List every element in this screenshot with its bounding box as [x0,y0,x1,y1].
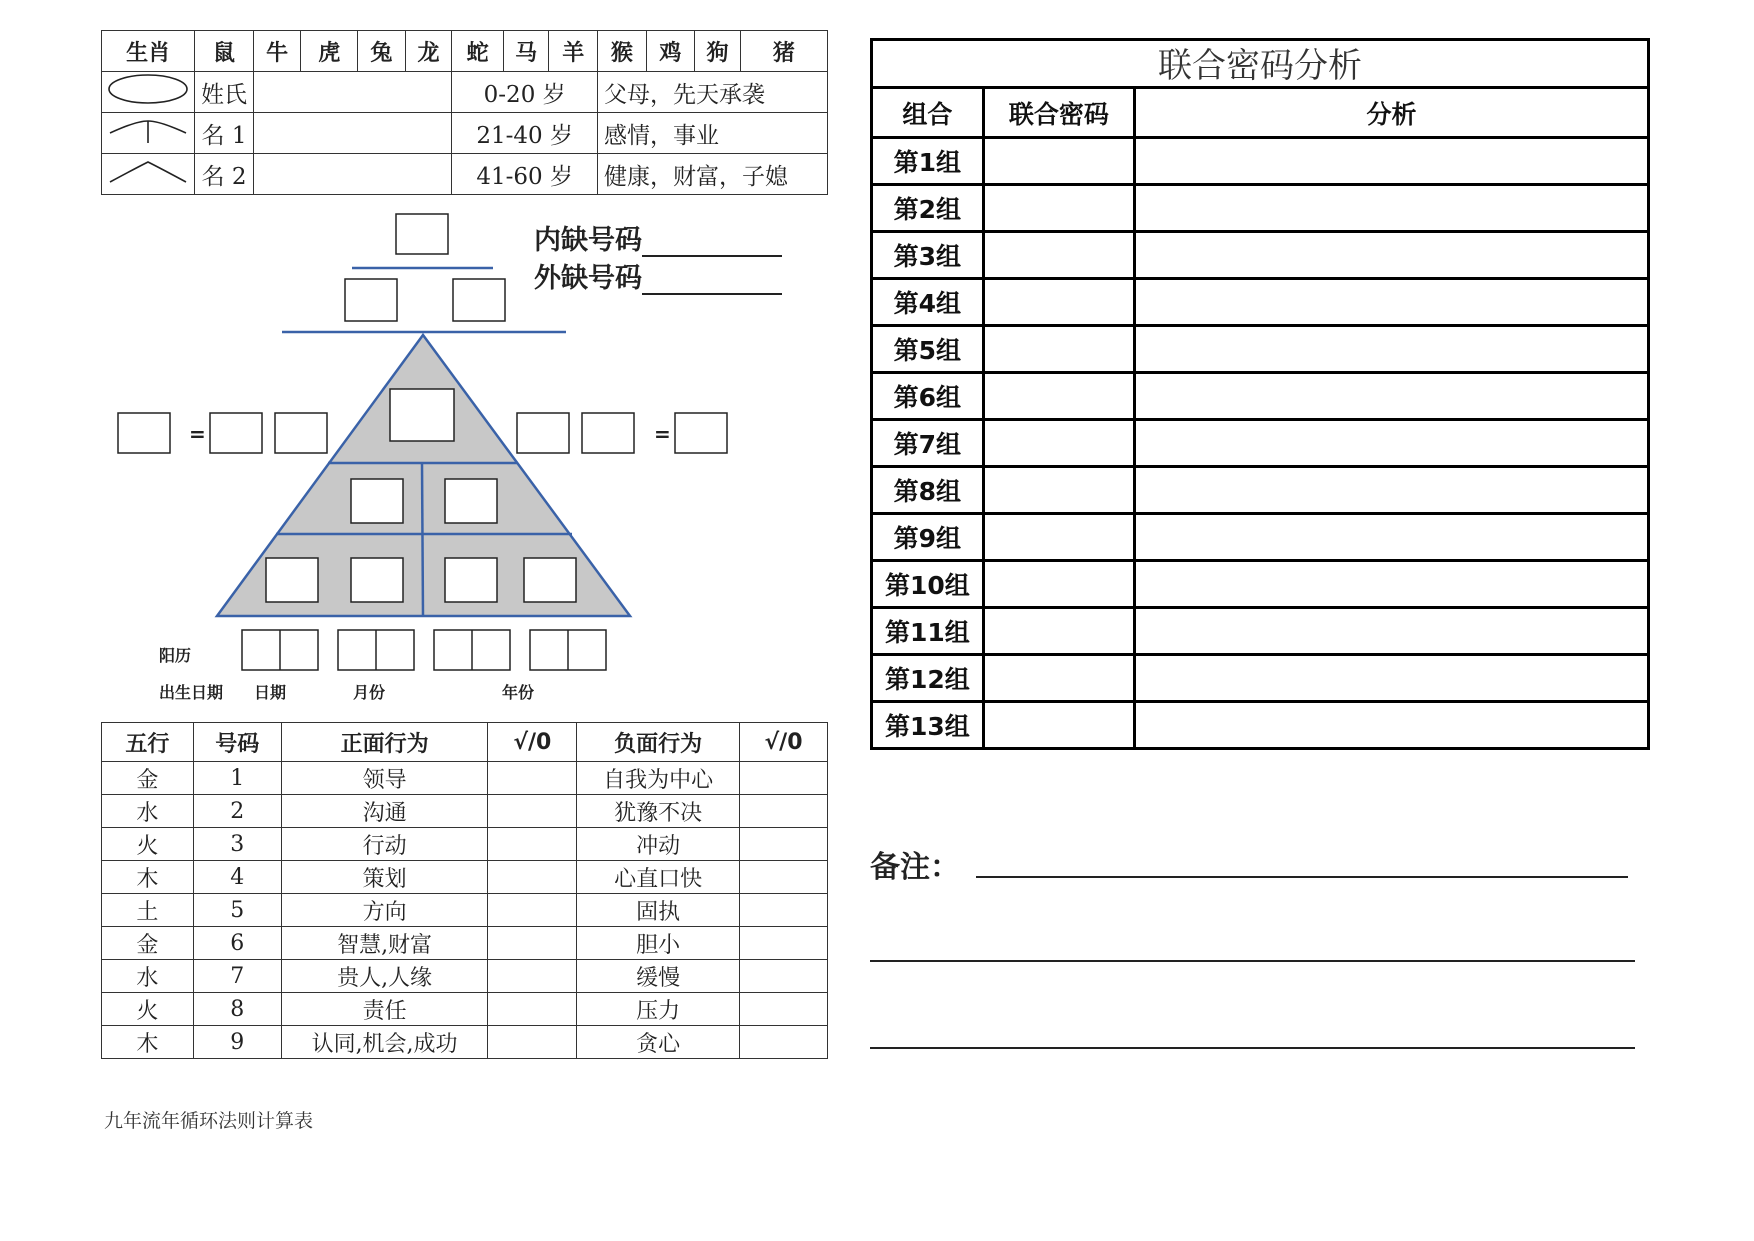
year-label: 年份 [502,683,535,702]
notes-line[interactable] [870,960,1635,962]
analysis-cell[interactable] [1135,138,1649,185]
negative-check[interactable] [740,993,828,1026]
zodiac-row [102,72,828,113]
element-cell: 火 [102,828,194,861]
analysis-cell[interactable] [1135,514,1649,561]
negative-check[interactable] [740,960,828,993]
combo-code-cell[interactable] [983,326,1134,373]
positive-check[interactable] [488,828,577,861]
combo-row [872,702,1649,749]
positive-behavior: 领导 [281,762,488,795]
age-meaning: 感情，事业 [598,113,828,154]
combo-code-cell[interactable] [983,138,1134,185]
equals-sign: = [189,422,206,446]
positive-check[interactable] [488,894,577,927]
wuxing-header-cell: 五行 [102,723,194,762]
combo-body [872,138,1649,749]
zodiac-header-cell: 蛇 [452,31,504,72]
combo-row [872,326,1649,373]
blank-cell[interactable] [253,72,451,113]
combo-code-cell[interactable] [983,420,1134,467]
combo-table [870,86,1650,750]
element-cell: 金 [102,762,194,795]
age-range: 0-20 岁 [452,72,598,113]
blank-cell[interactable] [253,154,451,195]
notes-line[interactable] [870,1047,1635,1049]
combo-row [872,279,1649,326]
number-cell: 3 [193,828,281,861]
notes-row [870,842,960,886]
number-cell: 2 [193,795,281,828]
zodiac-header-cell: 兔 [358,31,406,72]
element-cell: 金 [102,927,194,960]
combo-title: 联合密码分析 [870,38,1650,89]
positive-check[interactable] [488,795,577,828]
wuxing-row [102,828,828,861]
zodiac-header-cell: 猴 [598,31,647,72]
zodiac-header-cell: 狗 [695,31,741,72]
positive-behavior: 沟通 [281,795,488,828]
wuxing-row [102,960,828,993]
positive-check[interactable] [488,960,577,993]
element-cell: 火 [102,993,194,1026]
combo-row [872,655,1649,702]
combo-header-cell: 组合 [872,88,984,138]
negative-check[interactable] [740,1026,828,1059]
analysis-cell[interactable] [1135,655,1649,702]
pyramid-box[interactable] [266,558,318,602]
element-cell: 水 [102,795,194,828]
positive-behavior: 方向 [281,894,488,927]
zodiac-table [101,30,828,195]
positive-behavior: 贵人,人缘 [281,960,488,993]
ellipse-symbol-icon [102,72,195,113]
number-cell: 8 [193,993,281,1026]
combo-code-cell[interactable] [983,514,1134,561]
positive-behavior: 策划 [281,861,488,894]
group-label: 第13组 [872,702,984,749]
group-label: 第10组 [872,561,984,608]
positive-check[interactable] [488,861,577,894]
inner-missing-label: 内缺号码 [534,225,642,256]
zodiac-header-cell: 鼠 [195,31,254,72]
pyramid-box[interactable] [445,479,497,523]
outer-missing-label: 外缺号码 [534,263,642,294]
zodiac-header-cell: 猪 [740,31,827,72]
number-cell: 5 [193,894,281,927]
wuxing-body [102,762,828,1059]
zodiac-header-cell: 马 [503,31,549,72]
combo-code-cell[interactable] [983,279,1134,326]
wuxing-header-cell: √/0 [488,723,577,762]
combo-row [872,514,1649,561]
age-meaning: 父母，先天承袭 [598,72,828,113]
negative-behavior: 心直口快 [577,861,740,894]
age-meaning: 健康，财富，子媳 [598,154,828,195]
apex-box[interactable] [396,214,448,254]
pyramid-center-line [422,463,423,616]
negative-behavior: 固执 [577,894,740,927]
analysis-cell[interactable] [1135,232,1649,279]
notes-line[interactable] [976,876,1628,878]
right-side-box[interactable] [517,413,569,453]
inner-missing-row [534,218,782,257]
positive-behavior: 智慧,财富 [281,927,488,960]
negative-check[interactable] [740,894,828,927]
zodiac-header-cell: 鸡 [646,31,695,72]
number-cell: 4 [193,861,281,894]
combo-code-cell[interactable] [983,655,1134,702]
combo-header-row [872,88,1649,138]
right-side-box[interactable] [582,413,634,453]
month-label: 月份 [353,683,386,702]
positive-check[interactable] [488,993,577,1026]
day-label: 日期 [254,683,287,702]
combo-row [872,373,1649,420]
group-label: 第2组 [872,185,984,232]
wuxing-row [102,762,828,795]
analysis-cell[interactable] [1135,467,1649,514]
zodiac-header-cell: 龙 [405,31,452,72]
negative-behavior: 自我为中心 [577,762,740,795]
group-label: 第1组 [872,138,984,185]
element-cell: 土 [102,894,194,927]
group-label: 第4组 [872,279,984,326]
right-result-box[interactable] [675,413,727,453]
age-range: 21-40 岁 [452,113,598,154]
combo-header-cell: 分析 [1135,88,1649,138]
analysis-cell[interactable] [1135,702,1649,749]
footer-caption: 九年流年循环法则计算表 [104,1110,314,1132]
outer-missing-blank[interactable] [642,267,782,295]
wuxing-row [102,1026,828,1059]
zodiac-header-row [102,31,828,72]
left-result-box[interactable] [118,413,170,453]
wuxing-row [102,795,828,828]
combo-code-cell[interactable] [983,185,1134,232]
arrow-up-symbol-icon [102,113,195,154]
analysis-cell[interactable] [1135,420,1649,467]
analysis-cell[interactable] [1135,561,1649,608]
analysis-cell[interactable] [1135,185,1649,232]
group-label: 第11组 [872,608,984,655]
wuxing-header-cell: √/0 [740,723,828,762]
zodiac-row [102,154,828,195]
negative-behavior: 冲动 [577,828,740,861]
positive-behavior: 行动 [281,828,488,861]
zodiac-header-cell: 羊 [549,31,598,72]
negative-behavior: 胆小 [577,927,740,960]
zodiac-header-cell: 虎 [301,31,358,72]
wuxing-row [102,861,828,894]
row-label: 名 2 [195,154,254,195]
combo-row [872,185,1649,232]
group-label: 第9组 [872,514,984,561]
positive-check[interactable] [488,762,577,795]
upper-box-right[interactable] [453,279,505,321]
group-label: 第3组 [872,232,984,279]
group-label: 第7组 [872,420,984,467]
zodiac-header-cell: 生肖 [102,31,195,72]
negative-behavior: 缓慢 [577,960,740,993]
wuxing-table [101,722,828,1059]
zodiac-header-cell: 牛 [253,31,301,72]
combo-row [872,138,1649,185]
negative-behavior: 压力 [577,993,740,1026]
solar-label: 阳历 [159,646,192,665]
inner-missing-blank[interactable] [642,229,782,257]
negative-behavior: 贪心 [577,1026,740,1059]
wuxing-row [102,894,828,927]
analysis-cell[interactable] [1135,608,1649,655]
group-label: 第12组 [872,655,984,702]
positive-check[interactable] [488,1026,577,1059]
pyramid-box[interactable] [351,558,403,602]
row-label: 名 1 [195,113,254,154]
notes-label: 备注： [870,850,960,885]
negative-check[interactable] [740,762,828,795]
group-label: 第6组 [872,373,984,420]
upper-box-left[interactable] [345,279,397,321]
combo-row [872,561,1649,608]
negative-check[interactable] [740,927,828,960]
age-range: 41-60 岁 [452,154,598,195]
negative-behavior: 犹豫不决 [577,795,740,828]
birth-date-label: 出生日期 [159,683,224,702]
negative-check[interactable] [740,828,828,861]
left-side-box[interactable] [210,413,262,453]
combo-code-cell[interactable] [983,467,1134,514]
wuxing-row [102,927,828,960]
combo-code-cell[interactable] [983,702,1134,749]
pyramid-box[interactable] [445,558,497,602]
wuxing-header-cell: 正面行为 [281,723,488,762]
number-cell: 9 [193,1026,281,1059]
negative-check[interactable] [740,861,828,894]
row-label: 姓氏 [195,72,254,113]
wuxing-header-row [102,723,828,762]
pyramid-box[interactable] [524,558,576,602]
combo-row [872,232,1649,279]
combo-header-cell: 联合密码 [983,88,1134,138]
positive-check[interactable] [488,927,577,960]
zodiac-row [102,113,828,154]
positive-behavior: 认同,机会,成功 [281,1026,488,1059]
analysis-cell[interactable] [1135,326,1649,373]
combo-code-cell[interactable] [983,608,1134,655]
pyramid-top-box[interactable] [390,389,454,441]
element-cell: 木 [102,861,194,894]
left-side-box[interactable] [275,413,327,453]
combo-row [872,467,1649,514]
wuxing-header-cell: 号码 [193,723,281,762]
combo-code-cell[interactable] [983,373,1134,420]
analysis-cell[interactable] [1135,279,1649,326]
element-cell: 木 [102,1026,194,1059]
outer-missing-row [534,256,782,295]
wuxing-header-cell: 负面行为 [577,723,740,762]
group-label: 第5组 [872,326,984,373]
arch-symbol-icon [102,154,195,195]
wuxing-row [102,993,828,1026]
positive-behavior: 责任 [281,993,488,1026]
element-cell: 水 [102,960,194,993]
number-cell: 7 [193,960,281,993]
equals-sign: = [654,422,671,446]
group-label: 第8组 [872,467,984,514]
number-cell: 6 [193,927,281,960]
combo-code-cell[interactable] [983,561,1134,608]
number-cell: 1 [193,762,281,795]
combo-row [872,608,1649,655]
negative-check[interactable] [740,795,828,828]
analysis-cell[interactable] [1135,373,1649,420]
combo-row [872,420,1649,467]
combo-code-cell[interactable] [983,232,1134,279]
blank-cell[interactable] [253,113,451,154]
pyramid-box[interactable] [351,479,403,523]
